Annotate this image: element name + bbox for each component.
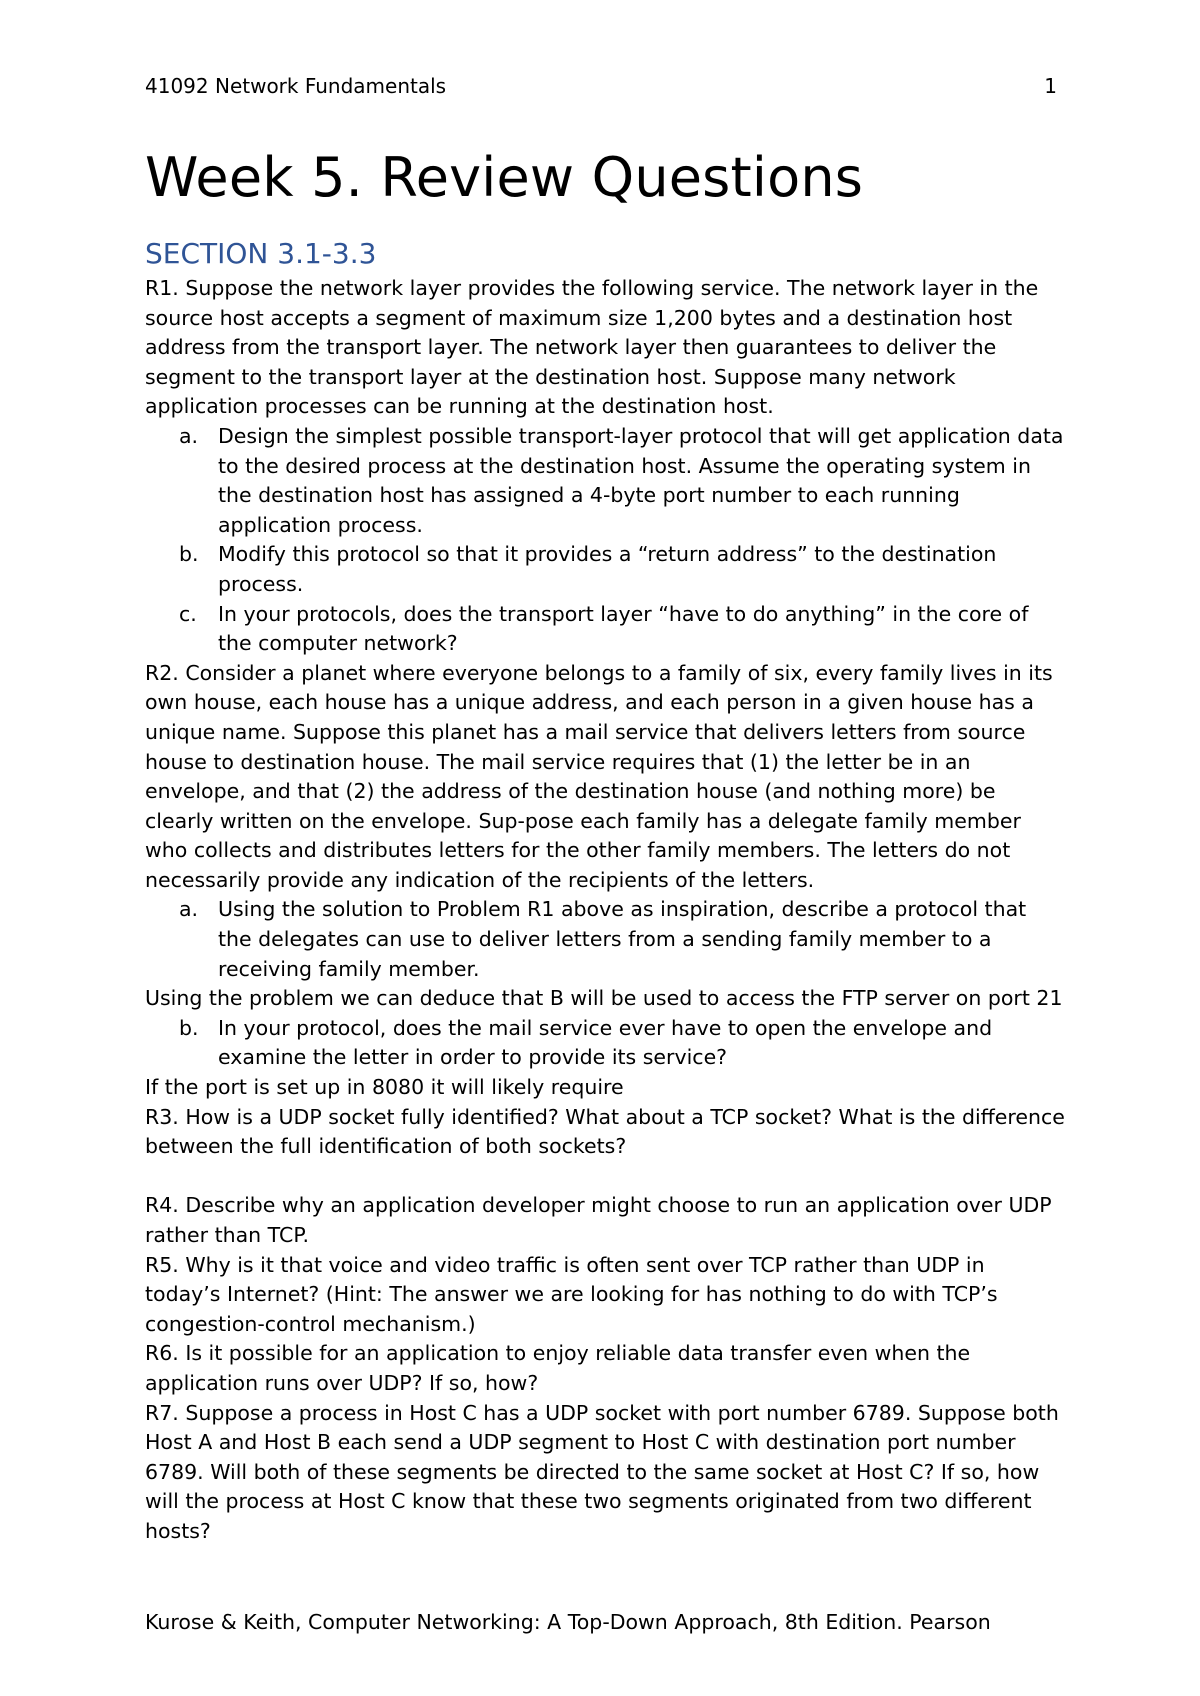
list-item-text: Design the simplest possible transport-layer protocol that will get application data to the desired process at the destination host. Assume the operating system in the destination host has assigned a 4-byte port number to each running application process. bbox=[218, 423, 1064, 537]
list-marker: a. bbox=[179, 897, 199, 922]
list-item-text: Modify this protocol so that it provides a “return address” to the destination process. bbox=[218, 542, 997, 596]
blank-line bbox=[145, 1162, 1065, 1192]
question-r7: R7. Suppose a process in Host C has a UDP socket with port number 6789. Suppose both Host A and Host B each send a UDP segment to Host C with destination port number 6789. Will both of these segments be directed to the same socket at Host C? If so, how will the process at Host C know that these two segments originated from two different hosts? bbox=[145, 1400, 1059, 1543]
page-title: Week 5. Review Questions bbox=[145, 146, 864, 209]
r1-item-b bbox=[145, 540, 1065, 599]
answer-r2-a: Using the problem we can deduce that B will be used to access the FTP server on port 21 bbox=[145, 986, 1063, 1011]
section-heading: SECTION 3.1-3.3 bbox=[145, 237, 377, 270]
answer-r2-b: If the port is set up in 8080 it will likely require bbox=[145, 1075, 624, 1100]
question-r5: R5. Why is it that voice and video traffic is often sent over TCP rather than UDP in today’s Internet? (Hint: The answer we are looking for has nothing to do with TCP’s congestion-control mechanism.) bbox=[145, 1252, 998, 1336]
question-r6: R6. Is it possible for an application to enjoy reliable data transfer even when the application runs over UDP? If so, how? bbox=[145, 1341, 971, 1395]
r1-item-a bbox=[145, 422, 1065, 540]
course-title: 41092 Network Fundamentals bbox=[145, 74, 447, 98]
list-marker: b. bbox=[179, 542, 199, 567]
page-header bbox=[145, 74, 1057, 98]
document-body bbox=[145, 236, 1065, 1547]
r1-item-c bbox=[145, 600, 1065, 659]
list-marker: c. bbox=[179, 601, 197, 626]
question-r2: R2. Consider a planet where everyone belongs to a family of six, every family lives in its own house, each house has a unique address, and each person in a given house has a unique name. Suppose this planet has a mail service that delivers letters from source house to destination house. The mail service requires that (1) the letter be in an envelope, and that (2) the address of the destination house (and nothing more) be clearly written on the envelope. Sup-pose each family has a delegate family member who collects and distributes letters for the other family members. The letters do not necessarily provide any indication of the recipients of the letters. bbox=[145, 660, 1053, 892]
list-item-text: Using the solution to Problem R1 above as inspiration, describe a protocol that the delegates can use to deliver letters from a sending family member to a receiving family member. bbox=[218, 897, 1027, 981]
list-item-text: In your protocols, does the transport layer “have to do anything” in the core of the computer network? bbox=[218, 601, 1029, 656]
list-item-text: In your protocol, does the mail service ever have to open the envelope and examine the letter in order to provide its service? bbox=[218, 1015, 993, 1070]
page-footer: Kurose & Keith, Computer Networking: A Top-Down Approach, 8th Edition. Pearson bbox=[145, 1610, 991, 1634]
list-marker: b. bbox=[179, 1015, 199, 1040]
r2-item-a bbox=[145, 895, 1065, 984]
page-number: 1 bbox=[1044, 74, 1057, 98]
question-r1: R1. Suppose the network layer provides the following service. The network layer in the source host accepts a segment of maximum size 1,200 bytes and a destination host address from the transport layer. The network layer then guarantees to deliver the segment to the transport layer at the destination host. Suppose many network application processes can be running at the destination host. bbox=[145, 276, 1039, 419]
r2-item-b bbox=[145, 1014, 1065, 1073]
question-r4: R4. Describe why an application developer might choose to run an application over UDP rather than TCP. bbox=[145, 1193, 1052, 1247]
question-r3: R3. How is a UDP socket fully identified? What about a TCP socket? What is the difference between the full identification of both sockets? bbox=[145, 1104, 1065, 1159]
list-marker: a. bbox=[179, 423, 199, 448]
